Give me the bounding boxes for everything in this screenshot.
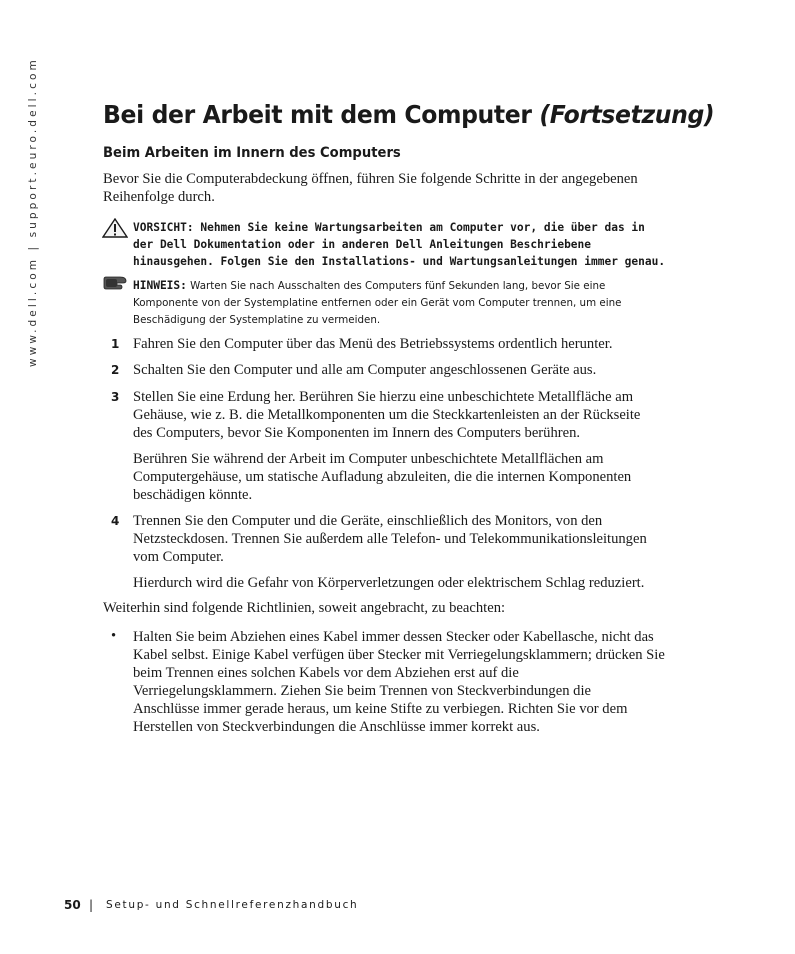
step-number: 4 <box>111 514 120 528</box>
intro-line-1: Bevor Sie die Computerabdeckung öffnen, führen Sie folgende Schritte in der angegebenen <box>103 171 638 187</box>
note-line-2: Komponente von der Systemplatine entfernen oder ein Gerät vom Computer trennen, um eine <box>133 297 622 309</box>
page-title <box>103 100 714 129</box>
step-2-line-1: Schalten Sie den Computer und alle am Computer angeschlossenen Geräte aus. <box>133 362 597 378</box>
note-block <box>133 277 653 329</box>
title-main: Bei der Arbeit mit dem Computer <box>103 100 532 129</box>
bullet-line-2: Kabel selbst. Einige Kabel verfügen über Stecker mit Verriegelungsklammern; drücken Sie <box>133 647 665 663</box>
bullet-line-6: Herstellen von Steckverbindungen die Anschlüsse immer korrekt aus. <box>133 719 540 735</box>
footer-book-title: Setup- und Schnellreferenzhandbuch <box>106 899 359 911</box>
step-3-extra-line-1: Berühren Sie während der Arbeit im Computer unbeschichtete Metallflächen am <box>133 451 604 467</box>
bullet-line-1: Halten Sie beim Abziehen eines Kabel immer dessen Stecker oder Kabellasche, nicht das <box>133 629 654 645</box>
footer-separator: | <box>89 898 94 912</box>
bullet-line-3: beim Trennen eines solchen Kabels vor dem Abziehen erst auf die <box>133 665 519 681</box>
bullet-line-5: Anschlüsse immer gerade heraus, um keine Stifte zu verbiegen. Richten Sie vor dem <box>133 701 628 717</box>
side-url: www.dell.com | support.euro.dell.com <box>27 57 39 367</box>
guidelines-intro: Weiterhin sind folgende Richtlinien, soweit angebracht, zu beachten: <box>103 600 506 616</box>
note-hand-icon <box>102 275 128 291</box>
warning-triangle-icon <box>102 218 128 238</box>
caution-line-2: der Dell Dokumentation oder in anderen Dell Anleitungen Beschriebene <box>133 238 592 251</box>
page-number: 50 <box>64 898 81 912</box>
intro-line-2: Reihenfolge durch. <box>103 189 215 205</box>
section-heading: Beim Arbeiten im Innern des Computers <box>103 145 401 161</box>
note-label: HINWEIS: <box>133 279 187 292</box>
note-line-1: Warten Sie nach Ausschalten des Computers fünf Sekunden lang, bevor Sie eine <box>190 280 606 292</box>
step-number: 1 <box>111 337 120 351</box>
step-3-line-1: Stellen Sie eine Erdung her. Berühren Sie hierzu eine unbeschichtete Metallfläche am <box>133 389 634 405</box>
step-3-extra-line-3: beschädigen könnte. <box>133 487 253 503</box>
step-4-line-3: vom Computer. <box>133 549 224 565</box>
caution-line-1: VORSICHT: Nehmen Sie keine Wartungsarbeiten am Computer vor, die über das in <box>133 221 645 234</box>
step-3-line-3: des Computers, bevor Sie Komponenten im Innern des Computers berühren. <box>133 425 581 441</box>
step-number: 3 <box>111 390 120 404</box>
caution-line-3: hinausgehen. Folgen Sie den Installations- und Wartungsanleitungen immer genau. <box>133 255 666 268</box>
step-3-extra-line-2: Computergehäuse, um statische Aufladung abzuleiten, die die internen Komponenten <box>133 469 632 485</box>
step-4-extra-line-1: Hierdurch wird die Gefahr von Körperverletzungen oder elektrischem Schlag reduziert. <box>133 575 645 591</box>
step-1-line-1: Fahren Sie den Computer über das Menü des Betriebssystems ordentlich herunter. <box>133 336 613 352</box>
step-4-line-2: Netzsteckdosen. Trennen Sie außerdem alle Telefon- und Telekommunikationsleitungen <box>133 531 647 547</box>
caution-block <box>133 219 678 270</box>
bullet-marker: • <box>111 628 117 644</box>
note-line-3: Beschädigung der Systemplatine zu vermeiden. <box>133 314 381 326</box>
step-3-line-2: Gehäuse, wie z. B. die Metallkomponenten um die Steckkartenleisten an der Rückseite <box>133 407 641 423</box>
bullet-line-4: Verriegelungsklammern. Ziehen Sie beim Trennen von Steckverbindungen die <box>133 683 591 699</box>
step-4-line-1: Trennen Sie den Computer und die Geräte, einschließlich des Monitors, von den <box>133 513 603 529</box>
step-number: 2 <box>111 363 120 377</box>
title-continued: (Fortsetzung) <box>539 100 715 129</box>
